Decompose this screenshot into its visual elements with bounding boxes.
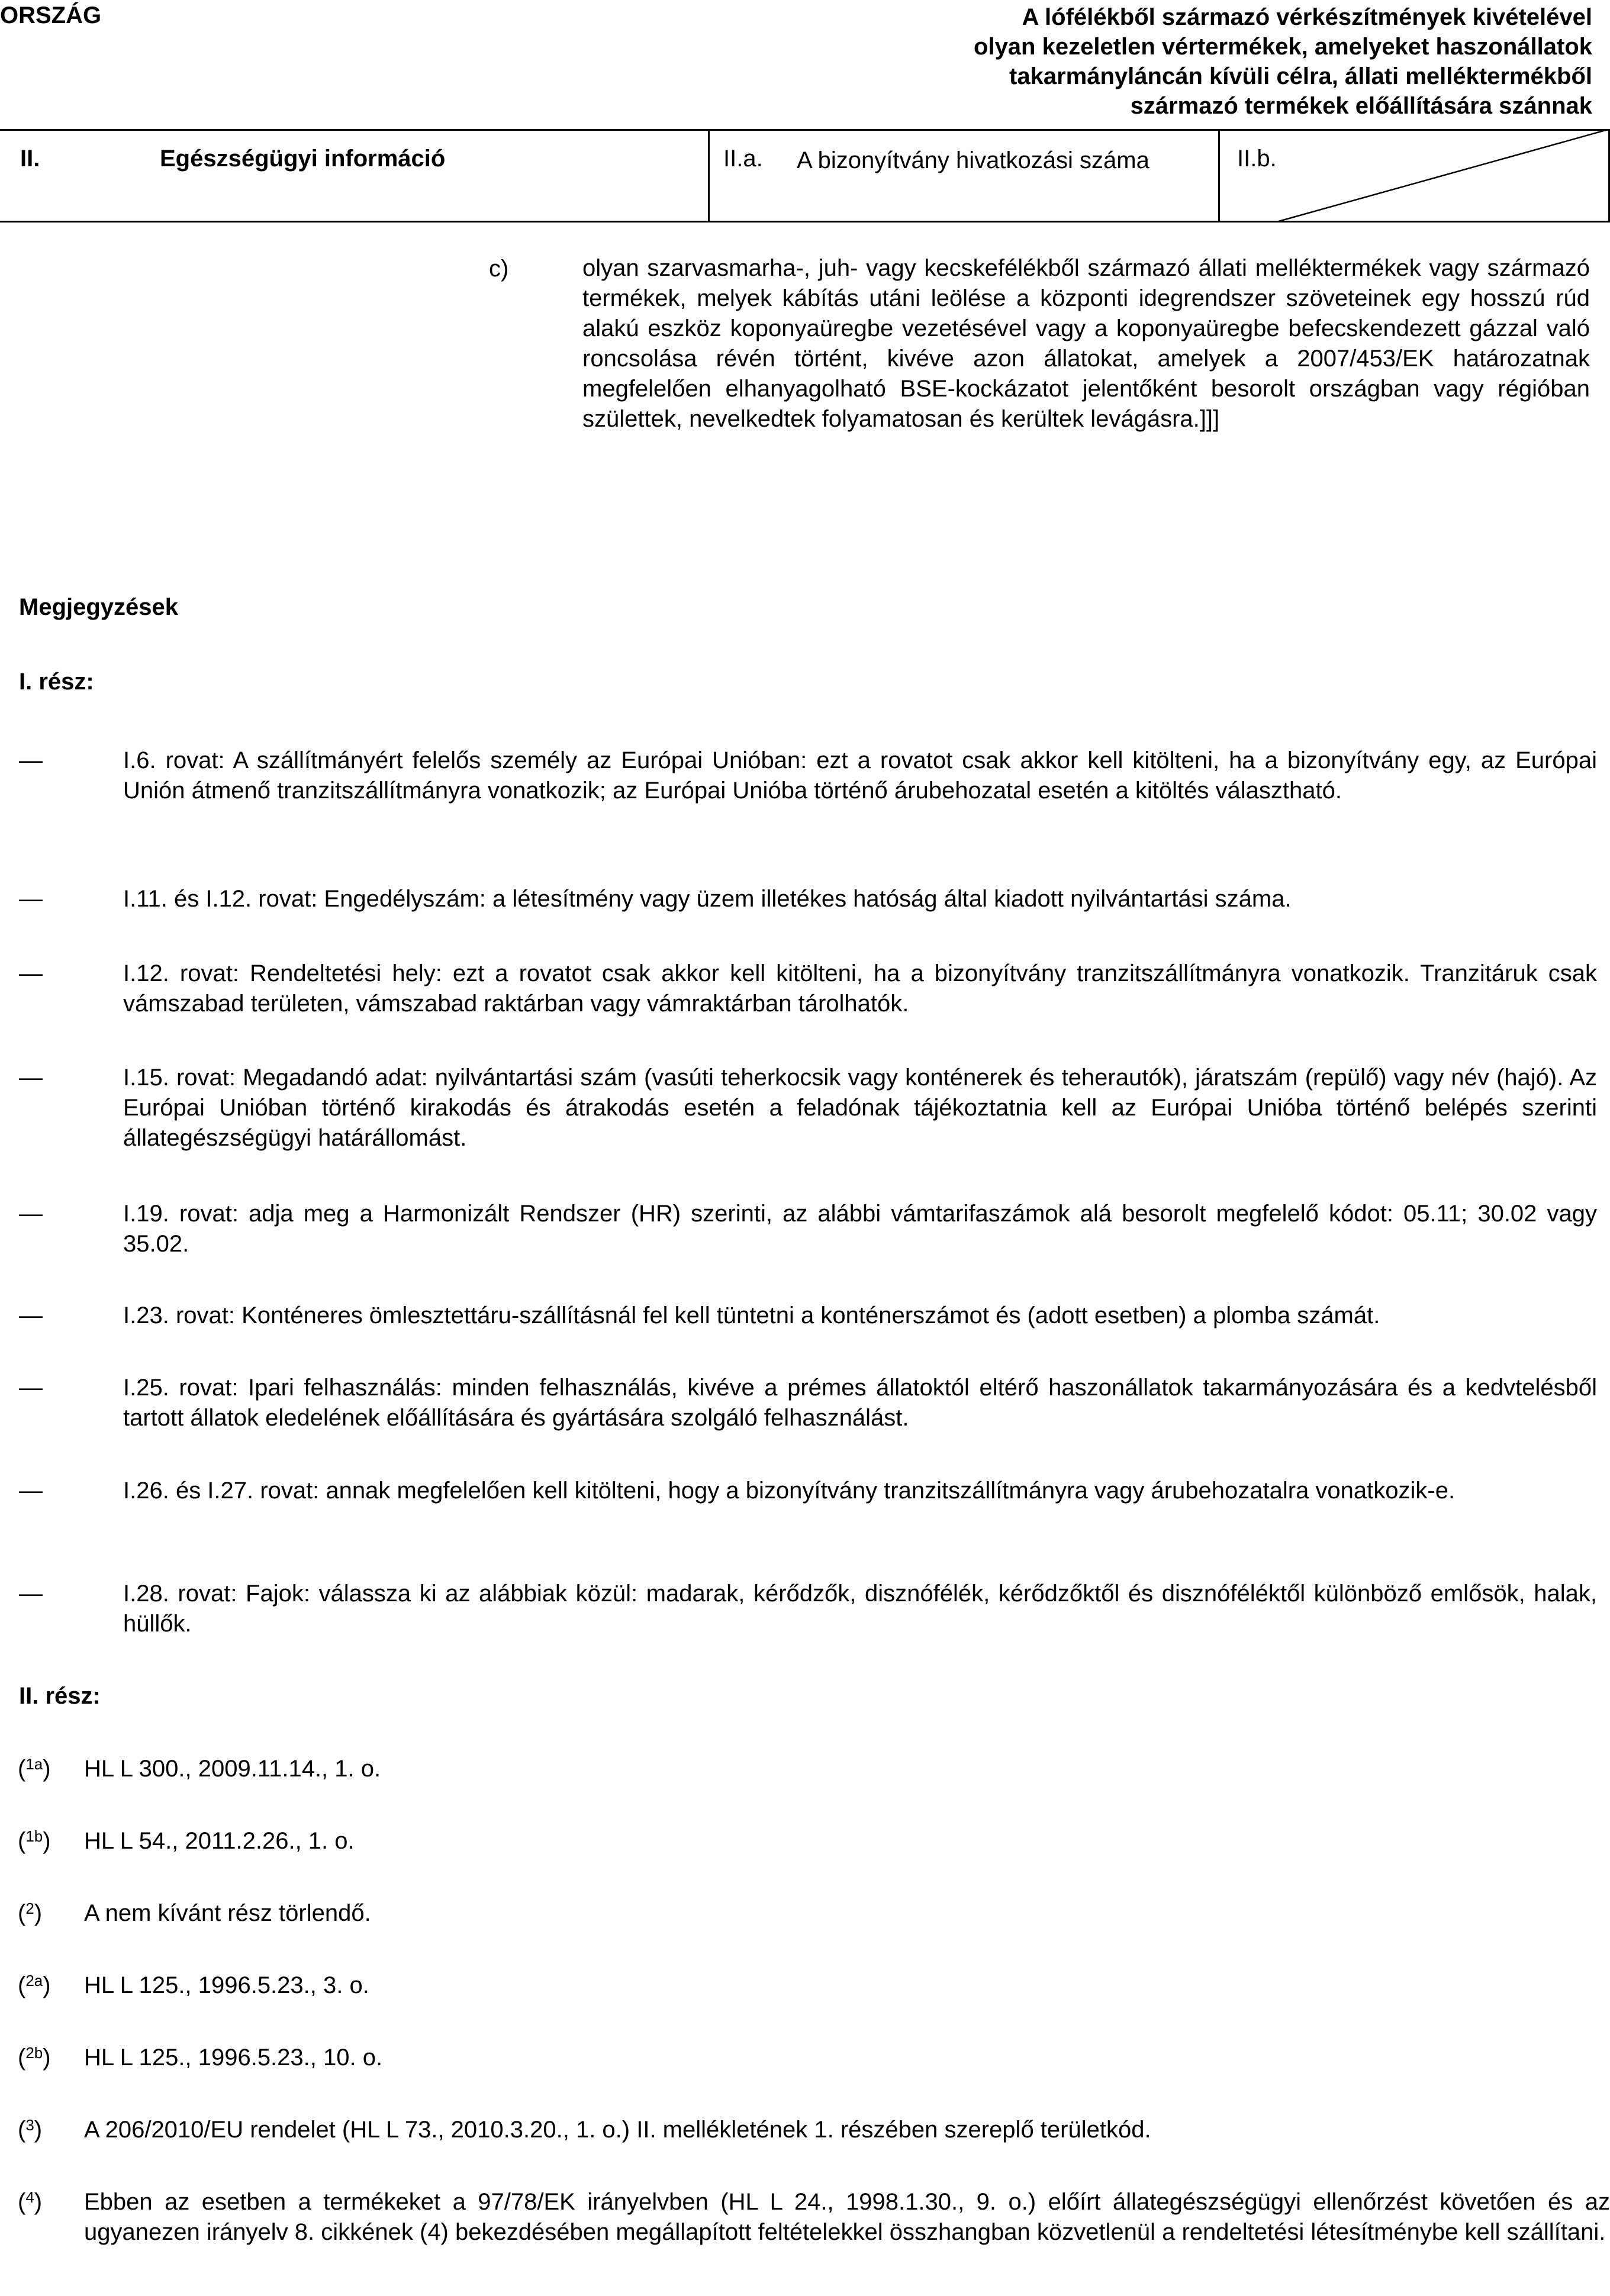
note-text: I.19. rovat: adja meg a Harmonizált Rendszer (HR) szerinti, az alábbi vámtarifaszámok alá besorolt megfelelő kódot: 05.11; 30.02 vagy 35.02. <box>123 1201 1597 1257</box>
section-b-number: II.b. <box>1237 146 1277 172</box>
clause-text: olyan szarvasmarha-, juh- vagy kecskefélékből származó állati melléktermékek vagy származó termékek, melyek kábítás utáni leölése a központi idegrendszer szöveteinek egy hosszú rúd alakú eszköz koponyaüregbe vezetésével vagy a koponyaüregbe befecskendezett gázzal való roncsolása révén történt, kivéve azon állatokat, amelyek a 2007/453/EK határozatnak megfelelően elhanyagolható BSE-kockázatot jelentőként besorolt országban vagy régióban születtek, nevelkedtek folyamatosan és kerültek levágásra.]]] <box>582 255 1590 432</box>
dash-bullet: — <box>19 1375 43 1401</box>
diagonal-corner-line <box>1219 129 1610 222</box>
footnote-mark-number: 1b <box>25 1827 43 1845</box>
section-header-row <box>0 129 1610 222</box>
part2-heading: II. rész: <box>19 1683 101 1709</box>
dash-bullet: — <box>19 1201 43 1227</box>
footnote-mark-number: 3 <box>25 2116 34 2134</box>
header-title-line: takarmányláncán kívüli célra, állati melléktermékből <box>1009 63 1592 89</box>
dash-bullet: — <box>19 747 43 773</box>
footnote-mark-number: 2b <box>25 2044 43 2062</box>
footnote-text: A 206/2010/EU rendelet (HL L 73., 2010.3.20., 1. o.) II. mellékletének 1. részében szereplő területkód. <box>84 2117 1151 2143</box>
dash-bullet: — <box>19 960 43 986</box>
note-text: I.25. rovat: Ipari felhasználás: minden felhasználás, kivéve a prémes állatoktól eltérő haszonállatok takarmányozására és a kedvtelésből tartott állatok eledelének előállítására és gyártására szolgáló felhasználást. <box>123 1375 1597 1431</box>
section-number: II. <box>20 146 40 172</box>
cell-divider <box>708 129 710 222</box>
note-text: I.26. és I.27. rovat: annak megfelelően kell kitölteni, hogy a bizonyítvány tranzitszállítmányra vagy árubehozatalra vonatkozik-e. <box>123 1478 1456 1504</box>
notes-heading: Megjegyzések <box>19 594 179 620</box>
dash-bullet: — <box>19 1478 43 1504</box>
footnote-mark: ($^{1b}$) <box>18 1827 51 1854</box>
header-country-label: ORSZÁG <box>0 2 102 28</box>
footnote-text: HL L 125., 1996.5.23., 3. o. <box>84 1972 369 1998</box>
section-title: Egészségügyi információ <box>160 146 446 172</box>
header-title <box>764 2 1592 121</box>
certificate-reference-label: A bizonyítvány hivatkozási száma <box>797 147 1149 173</box>
footnote-mark: ($^{1a}$) <box>18 1755 51 1782</box>
footnote-mark-number: 2a <box>25 1972 43 1989</box>
dash-bullet: — <box>19 1581 43 1607</box>
footnote-mark-number: 2 <box>25 1900 34 1917</box>
note-text: I.23. rovat: Konténeres ömlesztettáru-szállításnál fel kell tüntetni a konténerszámot és (adott esetben) a plomba számát. <box>123 1302 1380 1328</box>
dash-bullet: — <box>19 1302 43 1328</box>
footnote-text: HL L 300., 2009.11.14., 1. o. <box>84 1756 381 1782</box>
section-a-number: II.a. <box>723 146 763 172</box>
footnote-mark: ($^3$) <box>18 2116 43 2143</box>
part1-heading: I. rész: <box>19 669 94 695</box>
footnote-mark: ($^2$) <box>18 1900 43 1926</box>
footnote-text: Ebben az esetben a termékeket a 97/78/EK irányelvben (HL L 24., 1998.1.30., 9. o.) előírt állategészségügyi ellenőrzést követően és az ugyanezen irányelv 8. cikkének (4) bekezdésében megállapított feltételekkel összhangban közvetlenül a rendeltetési létesítménybe kell szállítani. <box>84 2189 1610 2245</box>
clause-label: c) <box>489 256 509 282</box>
note-text: I.12. rovat: Rendeltetési hely: ezt a rovatot csak akkor kell kitölteni, ha a bizonyítvány tranzitszállítmányra vonatkozik. Tranzitáruk csak vámszabad területen, vámszabad raktárban vagy vámraktárban tárolhatók. <box>123 960 1597 1017</box>
footnote-mark: ($^4$) <box>18 2188 43 2215</box>
footnote-mark-number: 1a <box>25 1755 43 1773</box>
footnote-mark-number: 4 <box>25 2188 34 2206</box>
footnote-mark: ($^{2b}$) <box>18 2044 51 2071</box>
note-text: I.28. rovat: Fajok: válassza ki az alábbiak közül: madarak, kérődzők, disznófélék, kérődzőktől és disznóféléktől különböző emlősök, halak, hüllők. <box>123 1581 1597 1637</box>
header-title-line: olyan kezeletlen vértermékek, amelyeket haszonállatok <box>974 34 1592 60</box>
footnote-text: HL L 54., 2011.2.26., 1. o. <box>84 1828 355 1854</box>
dash-bullet: — <box>19 886 43 912</box>
footnote-mark: ($^{2a}$) <box>18 1972 51 1998</box>
note-text: I.6. rovat: A szállítmányért felelős személy az Európai Unióban: ezt a rovatot csak akkor kell kitölteni, ha a bizonyítvány egy, az Európai Unión átmenő tranzitszállítmányra vonatkozik; az Európai Unióba történő árubehozatal esetén a kitöltés választható. <box>123 747 1597 804</box>
note-text: I.11. és I.12. rovat: Engedélyszám: a létesítmény vagy üzem illetékes hatóság által kiadott nyilvántartási száma. <box>123 886 1292 912</box>
header-title-line: A lófélékből származó vérkészítmények kivételével <box>1022 4 1592 30</box>
note-text: I.15. rovat: Megadandó adat: nyilvántartási szám (vasúti teherkocsik vagy konténerek és teherautók), járatszám (repülő) vagy név (hajó). Az Európai Unióban történő kirakodás és átrakodás esetén a feladónak tájékoztatnia kell az Európai Unióba történő belépés szerinti állategészségügyi határállomást. <box>123 1065 1597 1151</box>
dash-bullet: — <box>19 1065 43 1091</box>
header-title-line: származó termékek előállítására szánnak <box>1130 93 1592 119</box>
footnote-text: HL L 125., 1996.5.23., 10. o. <box>84 2045 383 2071</box>
footnote-text: A nem kívánt rész törlendő. <box>84 1900 371 1926</box>
